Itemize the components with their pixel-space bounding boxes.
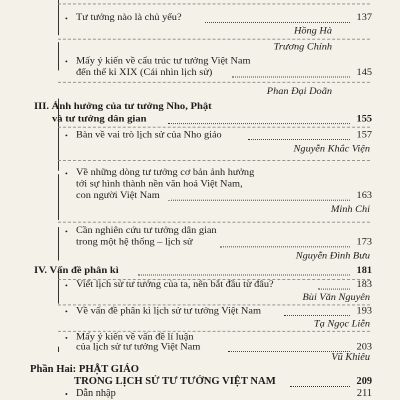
page-number: 173 [356, 237, 372, 248]
page-number: 211 [356, 388, 372, 399]
bullet-icon: • [65, 390, 68, 399]
entry-author: Vũ Khiêu [331, 352, 370, 363]
part-heading-cont[interactable]: TRONG LỊCH SỬ TƯ TƯỞNG VIỆT NAM [74, 376, 276, 387]
entry-title[interactable]: Tư tưởng nào là chủ yếu? [76, 13, 182, 23]
bullet-icon: • [65, 308, 68, 316]
page-number: 183 [356, 279, 372, 290]
entry-author: Bùi Văn Nguyên [302, 293, 370, 303]
entry-title[interactable]: Về vấn đề phân kì lịch sử tư tưởng Việt Nam [76, 306, 261, 316]
entry-author: Trương Chính [273, 42, 332, 52]
page-number: 203 [356, 342, 372, 352]
bullet-icon: • [65, 58, 68, 66]
page-number: 145 [356, 67, 372, 78]
bullet-icon: • [65, 14, 68, 23]
dot-leader [290, 386, 350, 387]
entry-title-cont[interactable]: của lịch sử tư tưởng Việt Nam [76, 342, 201, 352]
page-number: 163 [356, 190, 372, 201]
entry-title[interactable]: Dẫn nhập [76, 388, 116, 399]
page-number: 209 [356, 376, 372, 387]
entry-title[interactable]: Cần nghiên cứu tư tưởng dân gian [76, 226, 217, 236]
entry-author: Phan Đại Doãn [266, 87, 332, 97]
entry-title[interactable]: Bàn về vai trò lịch sử của Nho giáo [76, 130, 222, 140]
section-heading[interactable]: IV. Vấn đề phân kì [34, 265, 119, 276]
page-number: 181 [356, 265, 372, 276]
entry-author: Nguyễn Đình Bưu [295, 251, 370, 262]
bullet-icon: • [65, 281, 68, 290]
section-heading[interactable]: III. Ảnh hưởng của tư tưởng Nho, Phật [34, 102, 212, 112]
entry-title-cont[interactable]: con người Việt Nam [76, 190, 160, 201]
entry-title[interactable]: Viết lịch sử tư tưởng của ta, nên bắt đầu từ đâu? [76, 279, 274, 290]
bullet-icon: • [65, 169, 68, 178]
entry-title[interactable]: Mấy ý kiến về cấu trúc tư tưởng Việt Nam [76, 56, 251, 66]
part-heading[interactable]: Phần Hai: PHẬT GIÁO [30, 364, 139, 375]
entry-title[interactable]: Về những dòng tư tưởng cơ bản ảnh hưởng [76, 168, 255, 178]
entry-title-cont[interactable]: đến thế kỉ XIX (Cái nhìn lịch sử) [76, 67, 213, 78]
page-number: 155 [356, 114, 372, 125]
bullet-icon: • [65, 334, 68, 343]
entry-author: Tạ Ngọc Liễn [313, 319, 370, 330]
entry-title[interactable]: Mấy ý kiến về vấn đề lí luận [76, 332, 194, 343]
bullet-icon: • [65, 132, 68, 140]
entry-title-cont[interactable]: trong một hệ thống – lịch sử [76, 237, 193, 248]
page-number: 137 [356, 13, 372, 23]
section-heading-cont[interactable]: và tư tưởng dân gian [52, 114, 147, 125]
entry-author: Nguyễn Khắc Viện [293, 144, 370, 154]
entry-author: Minh Chi [330, 205, 370, 215]
page-number: 193 [356, 306, 372, 316]
entry-author: Hồng Hà [293, 26, 332, 37]
entry-title-cont[interactable]: tới sự hình thành nền văn hoá Việt Nam, [76, 179, 243, 190]
page-number: 157 [356, 130, 372, 140]
bullet-icon: • [65, 227, 68, 236]
